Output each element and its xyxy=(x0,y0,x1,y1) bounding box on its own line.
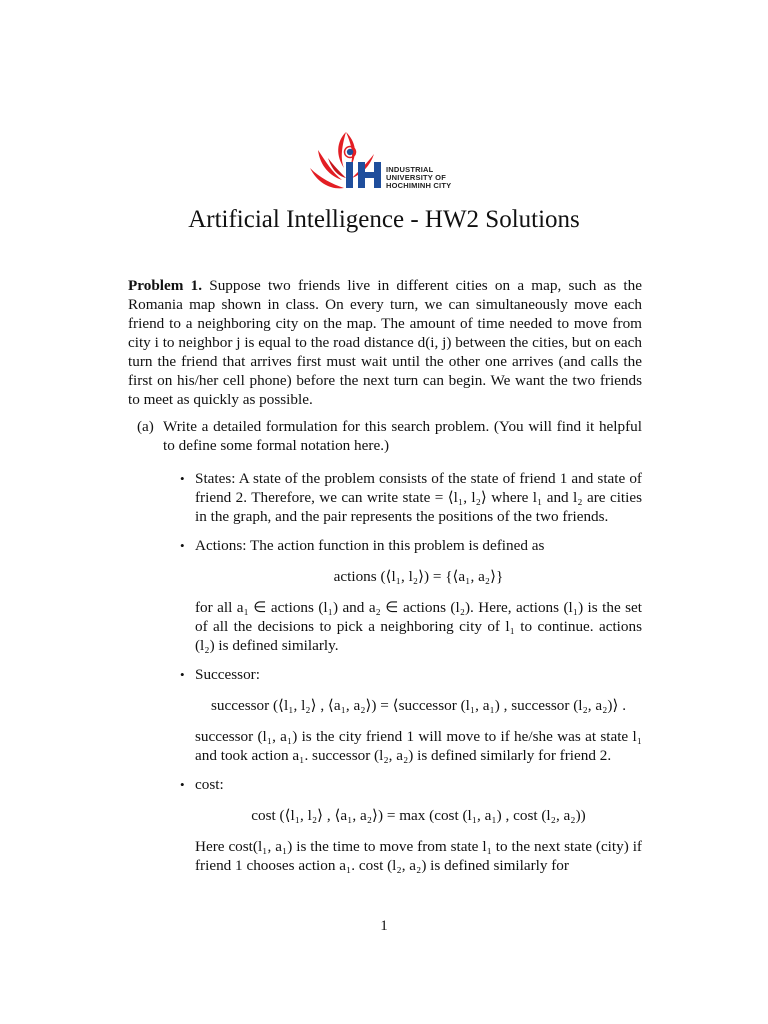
problem-label: Problem 1. xyxy=(128,277,203,294)
bullet-icon: • xyxy=(180,667,185,682)
cost-equation: cost (⟨l₁, l₂⟩ , ⟨a₁, a₂⟩) = max (cost (l₁, a₁) , cost (l₂, a₂)) xyxy=(251,807,586,824)
cost-after: Here cost(l₁, a₁) is the time to move from state l₁ to the next state (city) if friend 1 chooses action a₁. cost (l₂, a₂) is defined similarly for xyxy=(195,838,642,874)
lotus-flame-icon xyxy=(306,128,386,200)
list-item-cost xyxy=(180,775,642,875)
logo-line-3: HOCHIMINH CITY xyxy=(386,181,452,190)
states-text: States: A state of the problem consists of the state of friend 1 and state of friend 2. Therefore, we can write state = ⟨l₁, l₂⟩ where l₁ and l₂ are cities in the graph, and the pair represents the positions of the two friends. xyxy=(195,470,642,525)
logo-text xyxy=(386,166,451,190)
bullet-icon: • xyxy=(180,538,185,553)
list-item-actions xyxy=(180,536,642,655)
part-a-label: (a) xyxy=(137,418,154,435)
problem-1-paragraph xyxy=(128,276,642,409)
successor-equation: successor (⟨l₁, l₂⟩ , ⟨a₁, a₂⟩) = ⟨successor (l₁, a₁) , successor (l₂, a₂)⟩ . xyxy=(211,697,626,714)
formulation-list xyxy=(128,469,642,875)
actions-after: for all a₁ ∈ actions (l₁) and a₂ ∈ actions (l₂). Here, actions (l₁) is the set of all the decisions to pick a neighboring city of l₁ to continue. actions (l₂) is defined similarly. xyxy=(195,599,642,654)
bullet-icon: • xyxy=(180,777,185,792)
university-logo xyxy=(306,128,466,200)
actions-intro: Actions: The action function in this problem is defined as xyxy=(195,537,545,554)
logo-line-1: INDUSTRIAL xyxy=(386,165,434,174)
successor-intro: Successor: xyxy=(195,666,260,683)
logo-line-2: UNIVERSITY OF xyxy=(386,173,446,182)
part-a xyxy=(128,417,642,455)
list-item-states xyxy=(180,469,642,526)
document-body xyxy=(128,276,642,885)
actions-equation: actions (⟨l₁, l₂⟩) = {⟨a₁, a₂⟩} xyxy=(333,568,504,585)
cost-intro: cost: xyxy=(195,776,224,793)
bullet-icon: • xyxy=(180,471,185,486)
problem-text: Suppose two friends live in different cities on a map, such as the Romania map shown in class. On every turn, we can simultaneously move each friend to a neighboring city on the map. The amount of time needed to move from city i to neighbor j is equal to the road distance d(i, j) between the cities, but on each turn the friend that arrives first must wait until the other one arrives (and calls the first on his/her cell phone) before the next turn can begin. We want the two friends to meet as quickly as possible. xyxy=(128,277,642,408)
page-number: 1 xyxy=(380,918,388,934)
document-title: Artificial Intelligence - HW2 Solutions xyxy=(188,206,580,233)
part-a-text: Write a detailed formulation for this search problem. (You will find it helpful to define some formal notation here.) xyxy=(163,418,642,454)
list-item-successor xyxy=(180,665,642,765)
successor-after: successor (l₁, a₁) is the city friend 1 will move to if he/she was at state l₁ and took action a₁. successor (l₂, a₂) is defined similarly for friend 2. xyxy=(195,728,642,764)
